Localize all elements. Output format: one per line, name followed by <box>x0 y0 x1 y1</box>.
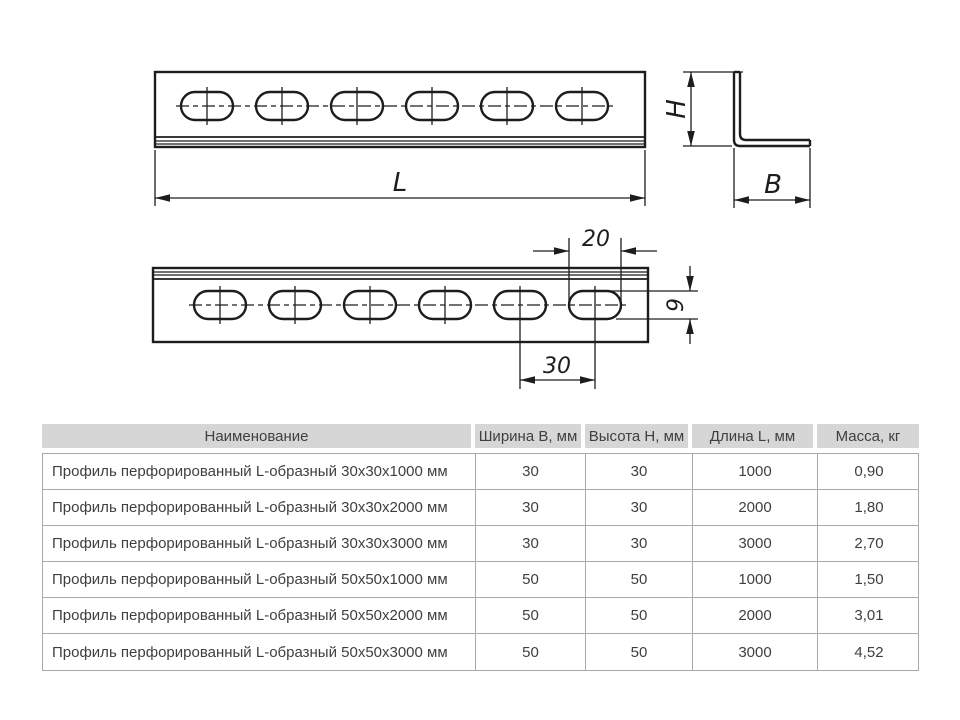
cell-length: 2000 <box>693 598 818 633</box>
cell-width: 30 <box>476 490 586 525</box>
cell-length: 3000 <box>693 634 818 670</box>
cell-product-name: Профиль перфорированный L-образный 30х30х2000 мм <box>43 490 476 525</box>
table-row <box>43 526 918 562</box>
header-width: Ширина B, мм <box>475 424 585 448</box>
dim-label-slot-height: 9 <box>664 298 689 312</box>
header-name: Наименование <box>42 424 475 448</box>
cell-height: 50 <box>586 562 693 597</box>
table-row <box>43 562 918 598</box>
plan-view-bottom <box>153 227 698 389</box>
cell-height: 30 <box>586 454 693 489</box>
plan-view-top <box>155 72 645 206</box>
cell-length: 2000 <box>693 490 818 525</box>
dim-label-length: L <box>392 168 408 198</box>
cell-length: 3000 <box>693 526 818 561</box>
cell-product-name: Профиль перфорированный L-образный 50х50х3000 мм <box>43 634 476 670</box>
table-header-row <box>42 424 919 448</box>
cell-product-name: Профиль перфорированный L-образный 50х50х1000 мм <box>43 562 476 597</box>
table-row <box>43 598 918 634</box>
dim-label-width: B <box>764 170 782 200</box>
cell-length: 1000 <box>693 562 818 597</box>
cell-height: 50 <box>586 598 693 633</box>
table-row <box>43 490 918 526</box>
cell-width: 50 <box>476 562 586 597</box>
dim-label-height: H <box>662 99 692 119</box>
cell-width: 50 <box>476 634 586 670</box>
cell-mass: 2,70 <box>854 535 884 552</box>
cell-mass: 0,90 <box>854 463 884 480</box>
cell-mass: 1,50 <box>854 571 884 588</box>
section-view <box>662 72 810 208</box>
table-body <box>42 453 919 671</box>
cell-height: 30 <box>586 490 693 525</box>
table-row <box>43 634 918 670</box>
cell-mass: 4,52 <box>854 643 884 661</box>
dim-label-slot-pitch: 30 <box>543 354 571 379</box>
cell-length: 1000 <box>693 454 818 489</box>
cell-width: 50 <box>476 598 586 633</box>
cell-product-name: Профиль перфорированный L-образный 30х30х1000 мм <box>43 454 476 489</box>
dim-label-slot-length: 20 <box>582 227 610 252</box>
spec-table <box>42 424 919 671</box>
cell-height: 50 <box>586 634 693 670</box>
cell-mass: 1,80 <box>854 499 884 516</box>
cell-product-name: Профиль перфорированный L-образный 30х30х3000 мм <box>43 526 476 561</box>
cell-height: 30 <box>586 526 693 561</box>
cell-width: 30 <box>476 454 586 489</box>
header-length: Длина L, мм <box>692 424 817 448</box>
cell-width: 30 <box>476 526 586 561</box>
header-height: Высота H, мм <box>585 424 692 448</box>
cell-mass: 3,01 <box>854 607 884 624</box>
cell-product-name: Профиль перфорированный L-образный 50х50х2000 мм <box>43 598 476 633</box>
table-row <box>43 454 918 490</box>
header-mass: Масса, кг <box>817 424 919 448</box>
